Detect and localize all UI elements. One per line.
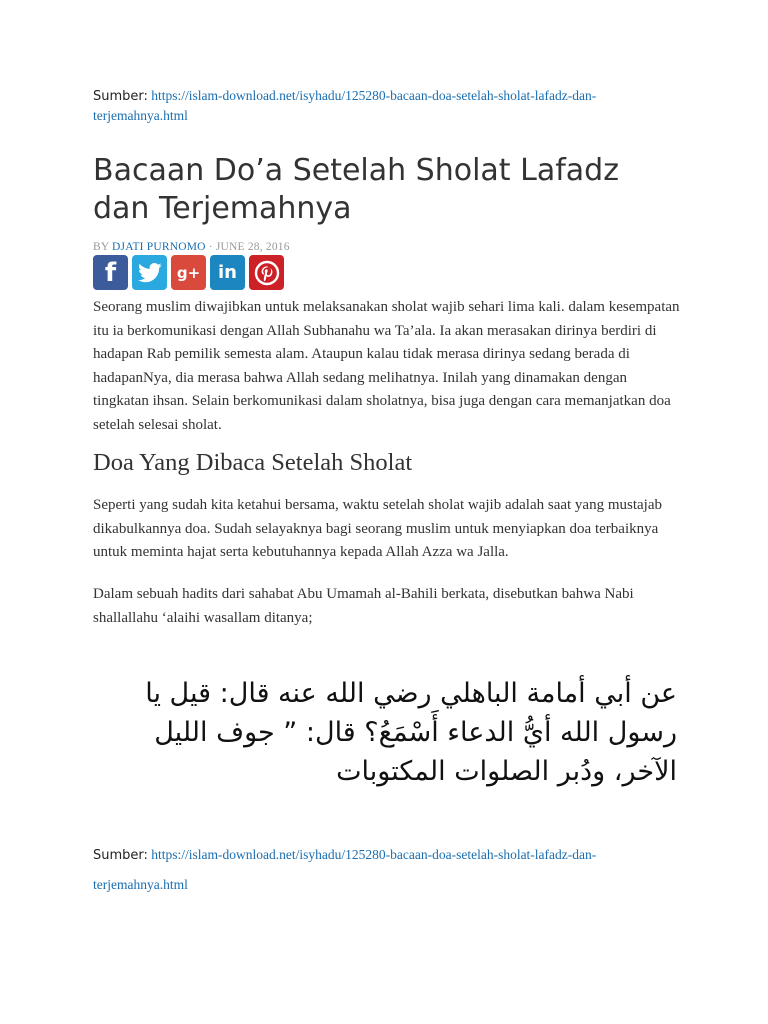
section-heading: Doa Yang Dibaca Setelah Sholat [93,449,413,476]
publish-date: JUNE 28, 2016 [215,241,290,253]
linkedin-share-button[interactable] [210,255,245,290]
byline-by: BY [93,241,109,253]
pinterest-share-button[interactable] [249,255,284,290]
linkedin-icon: in [218,262,237,283]
share-buttons [93,255,284,290]
twitter-icon [138,263,162,283]
paragraph-intro: Seorang muslim diwajibkan untuk melaksanakan sholat wajib sehari lima kali. dalam kesempatan itu ia berkomunikasi dengan Allah Subhanahu wa Ta’ala. Ia akan merasakan dirinya berdiri di hadapan Rab pemilik semesta alam. Ataupun kalau tidak merasa dirinya sedang berada di hadapanNya, dia merasa bahwa Allah sedang melihatnya. Inilah yang dinamakan dengan tingkatan ihsan. Selain berkomunikasi dalam sholatnya, bisa juga dengan cara memanjatkan doa setelah selesai sholat. [93,299,680,433]
paragraph-mustajab: Seperti yang sudah kita ketahui bersama, waktu setelah sholat wajib adalah saat yang mustajab dikabulkannya doa. Sudah selayaknya bagi seorang muslim untuk menyiapkan doa terbaiknya untuk meminta hajat serta kebutuhannya kepada Allah Azza wa Jalla. [93,497,662,560]
source-label: Sumber: [93,89,148,104]
pinterest-icon [254,260,280,286]
paragraph-hadith-intro: Dalam sebuah hadits dari sahabat Abu Umamah al-Bahili berkata, disebutkan bahwa Nabi shallallahu ‘alaihi wasallam ditanya; [93,586,634,626]
facebook-icon: f [104,257,117,288]
twitter-share-button[interactable] [132,255,167,290]
source-link[interactable]: https://islam-download.net/isyhadu/125280-bacaan-doa-setelah-sholat-lafadz-dan-terjemahnya.html [93,847,597,892]
google-plus-icon: g+ [176,263,201,282]
google-plus-share-button[interactable] [171,255,206,290]
author-link[interactable]: DJATI PURNOMO [112,241,206,253]
source-top [93,86,653,125]
arabic-hadith-text: عن أبي أمامة الباهلي رضي الله عنه قال: قيل يا رسول الله أيُّ الدعاء أَسْمَعُ؟ قال: ” جوف الليل الآخر، ودُبر الصلوات المكتوبات [145,678,677,787]
source-link[interactable]: https://islam-download.net/isyhadu/125280-bacaan-doa-setelah-sholat-lafadz-dan-terjemahnya.html [93,88,597,123]
facebook-share-button[interactable] [93,255,128,290]
article-title: Bacaan Do’a Setelah Sholat Lafadz dan Terjemahnya [93,153,619,226]
source-bottom [93,840,653,899]
byline-separator: · [208,241,213,253]
source-label: Sumber: [93,848,148,863]
byline [93,241,290,253]
